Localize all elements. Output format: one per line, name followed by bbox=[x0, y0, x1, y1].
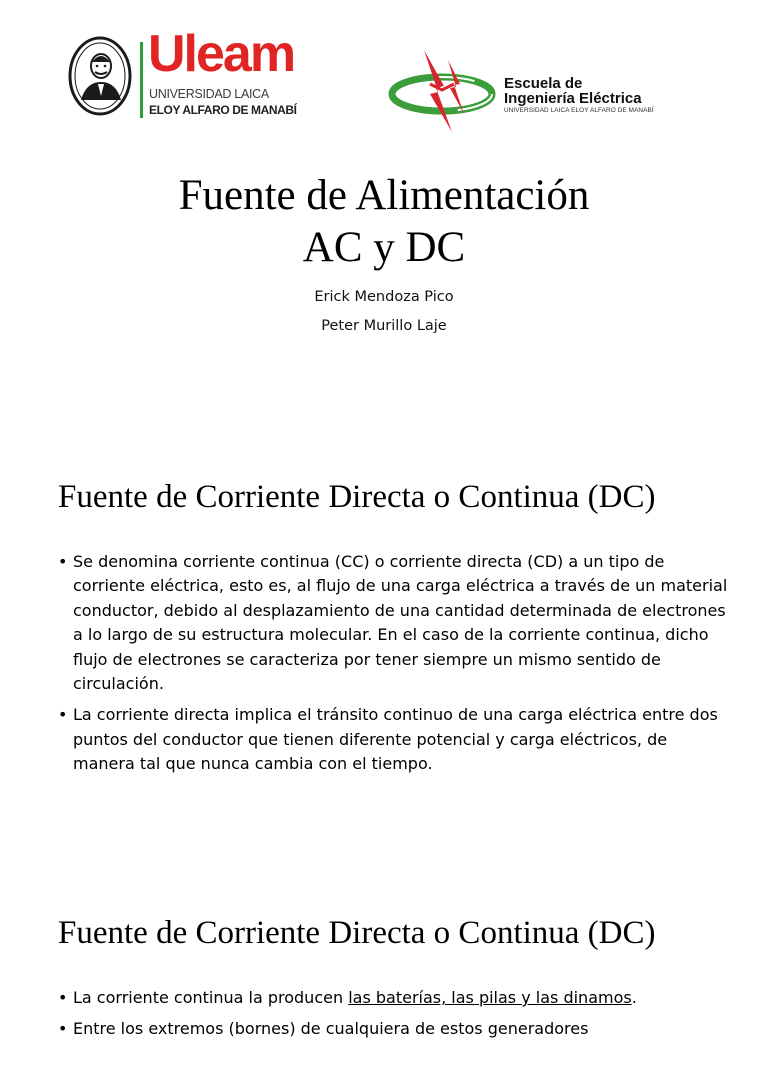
bullet-dot-icon: • bbox=[58, 988, 68, 1007]
bullet-item bbox=[58, 986, 728, 1010]
uleam-subtitle-line1: UNIVERSIDAD LAICA bbox=[149, 87, 269, 101]
presentation-title bbox=[0, 170, 768, 275]
uleam-wordmark: Uleam bbox=[148, 25, 295, 83]
bullet-text-suffix: . bbox=[631, 988, 637, 1007]
title-slide bbox=[0, 0, 768, 432]
bullet-text: Entre los extremos (bornes) de cualquiera de estos generadores bbox=[73, 1019, 589, 1039]
bullet-text bbox=[73, 988, 637, 1007]
bullet-dot-icon: • bbox=[58, 705, 68, 725]
bullet-item bbox=[58, 703, 728, 776]
eie-university-line: UNIVERSIDAD LAICA ELOY ALFARO DE MANABÍ bbox=[504, 107, 654, 114]
bullet-text: Se denomina corriente continua (CC) o corriente directa (CD) a un tipo de corriente eléctrica, esto es, al flujo de una carga eléctrica a través de un material conductor, debido al desplazamiento de una cantidad determinada de electrones a lo largo de su estructura molecular. En el caso de la corriente continua, dicho flujo de electrones se caracteriza por tener siempre un mismo sentido de circulación. bbox=[73, 552, 728, 694]
uleam-accent-bar bbox=[140, 42, 143, 118]
bullet-dot-icon: • bbox=[58, 1019, 68, 1039]
bullet-item bbox=[58, 550, 728, 696]
slide-heading: Fuente de Corriente Directa o Continua (DC) bbox=[58, 479, 656, 515]
eie-title-line2: Ingeniería Eléctrica bbox=[504, 90, 642, 107]
bullet-text: La corriente directa implica el tránsito continuo de una carga eléctrica entre dos puntos del conductor que tienen diferente potencial y carga eléctricos, de manera tal que nunca cambia con el tiempo. bbox=[73, 705, 718, 774]
bullet-text-prefix: La corriente continua la producen bbox=[73, 988, 349, 1007]
uleam-subtitle-line2: ELOY ALFARO DE MANABÍ bbox=[149, 103, 297, 117]
title-line-1: Fuente de Alimentación bbox=[178, 172, 590, 219]
eie-title-line1: Escuela de bbox=[504, 75, 583, 92]
slide-heading: Fuente de Corriente Directa o Continua (DC) bbox=[58, 915, 656, 951]
content-slide-dc-definition bbox=[0, 436, 768, 868]
lightning-emblem-icon bbox=[386, 44, 498, 136]
bullet-list bbox=[58, 550, 728, 784]
bullet-item bbox=[58, 1017, 728, 1041]
dc-sources-link[interactable]: las baterías, las pilas y las dinamos bbox=[348, 988, 632, 1007]
bullet-dot-icon: • bbox=[58, 552, 68, 571]
bullet-list bbox=[58, 986, 728, 1049]
author-name: Peter Murillo Laje bbox=[321, 318, 447, 334]
electrical-engineering-logo bbox=[386, 44, 706, 136]
author-name: Erick Mendoza Pico bbox=[314, 289, 454, 305]
content-slide-dc-sources bbox=[0, 872, 768, 1072]
uleam-logo bbox=[68, 25, 297, 126]
university-seal-icon bbox=[68, 36, 132, 116]
title-line-2: AC y DC bbox=[302, 224, 466, 272]
